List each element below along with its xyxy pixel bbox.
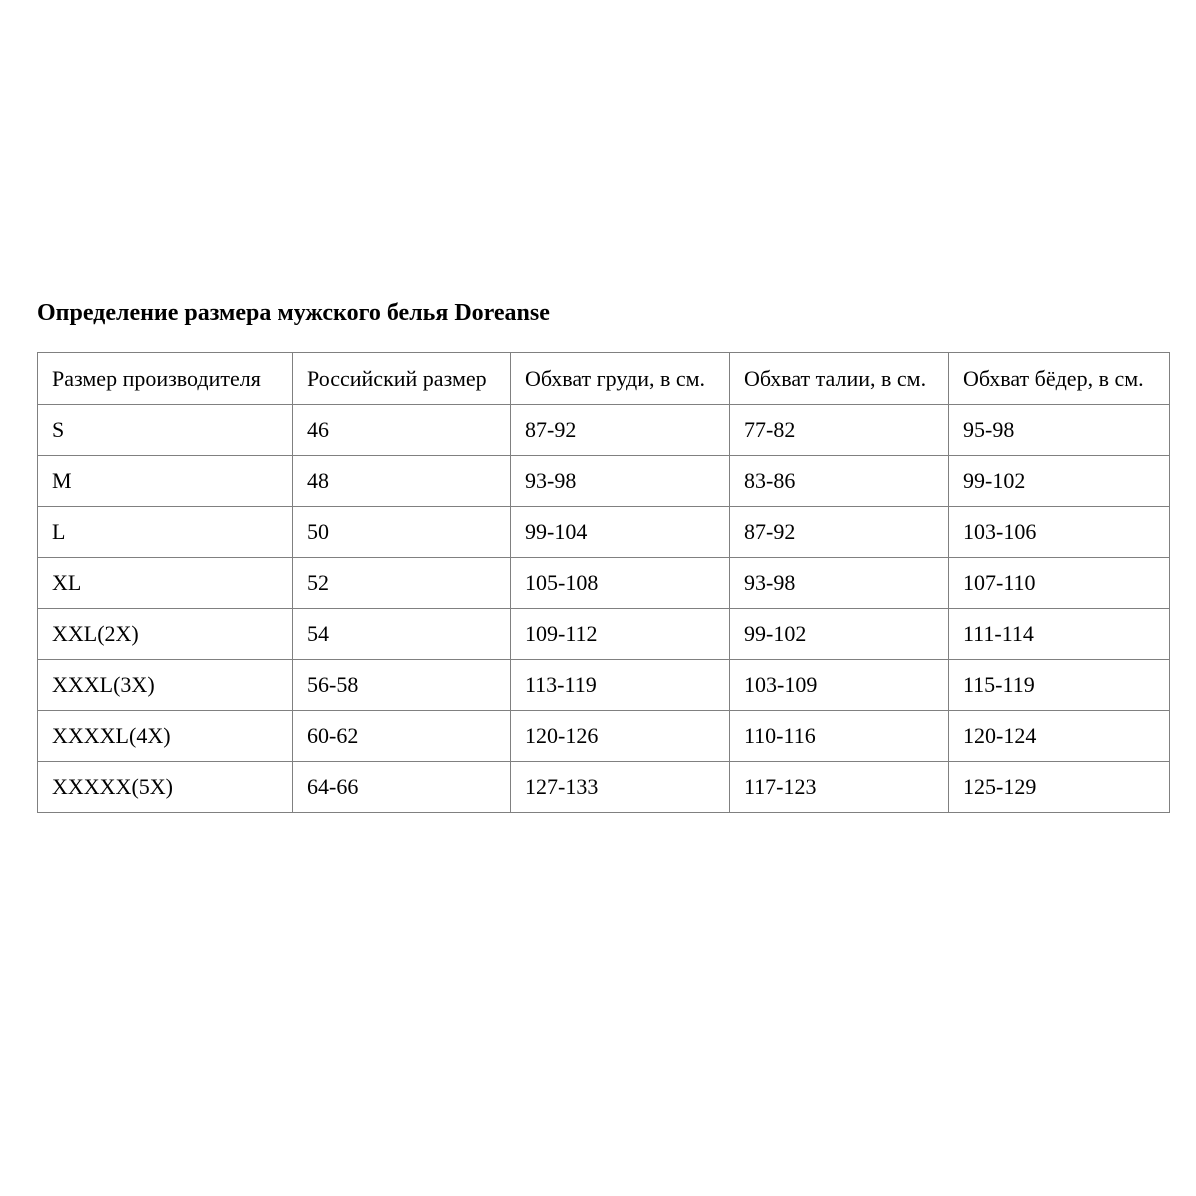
table-row xyxy=(38,405,1170,456)
table-cell: 46 xyxy=(293,405,511,456)
table-cell: 52 xyxy=(293,558,511,609)
table-body xyxy=(38,405,1170,813)
page-title: Определение размера мужского белья Doreanse xyxy=(37,300,550,326)
table-cell: 105-108 xyxy=(511,558,730,609)
table-cell: S xyxy=(38,405,293,456)
table-cell: 83-86 xyxy=(730,456,949,507)
table-cell: 50 xyxy=(293,507,511,558)
size-chart-table xyxy=(37,352,1170,813)
column-header-manufacturer-size: Размер производителя xyxy=(38,353,293,405)
table-cell: XXXL(3X) xyxy=(38,660,293,711)
table-cell: 99-104 xyxy=(511,507,730,558)
table-cell: 87-92 xyxy=(730,507,949,558)
table-cell: 103-106 xyxy=(949,507,1170,558)
column-header-chest: Обхват груди, в см. xyxy=(511,353,730,405)
table-cell: L xyxy=(38,507,293,558)
table-row xyxy=(38,609,1170,660)
table-cell: 103-109 xyxy=(730,660,949,711)
table-header xyxy=(38,353,1170,405)
table-cell: 95-98 xyxy=(949,405,1170,456)
table-cell: 99-102 xyxy=(730,609,949,660)
table-cell: 48 xyxy=(293,456,511,507)
table-row xyxy=(38,558,1170,609)
table-cell: 109-112 xyxy=(511,609,730,660)
table-cell: 120-124 xyxy=(949,711,1170,762)
header-row xyxy=(38,353,1170,405)
table-cell: 93-98 xyxy=(730,558,949,609)
table-cell: 99-102 xyxy=(949,456,1170,507)
table-row xyxy=(38,660,1170,711)
table-row xyxy=(38,456,1170,507)
table-cell: 113-119 xyxy=(511,660,730,711)
table-cell: XXXXL(4X) xyxy=(38,711,293,762)
table-cell: XXL(2X) xyxy=(38,609,293,660)
table-cell: 64-66 xyxy=(293,762,511,813)
table-cell: 56-58 xyxy=(293,660,511,711)
table-cell: 117-123 xyxy=(730,762,949,813)
table-cell: XL xyxy=(38,558,293,609)
table-cell: 115-119 xyxy=(949,660,1170,711)
table-cell: 127-133 xyxy=(511,762,730,813)
table-cell: 111-114 xyxy=(949,609,1170,660)
table-row xyxy=(38,711,1170,762)
table-cell: 60-62 xyxy=(293,711,511,762)
column-header-russian-size: Российский размер xyxy=(293,353,511,405)
table-cell: 110-116 xyxy=(730,711,949,762)
table-cell: 125-129 xyxy=(949,762,1170,813)
table-cell: 93-98 xyxy=(511,456,730,507)
table-cell: XXXXX(5X) xyxy=(38,762,293,813)
table-cell: 87-92 xyxy=(511,405,730,456)
table-row xyxy=(38,762,1170,813)
table-cell: M xyxy=(38,456,293,507)
table-cell: 77-82 xyxy=(730,405,949,456)
table-cell: 120-126 xyxy=(511,711,730,762)
table-cell: 107-110 xyxy=(949,558,1170,609)
column-header-waist: Обхват талии, в см. xyxy=(730,353,949,405)
column-header-hips: Обхват бёдер, в см. xyxy=(949,353,1170,405)
table-row xyxy=(38,507,1170,558)
table-cell: 54 xyxy=(293,609,511,660)
